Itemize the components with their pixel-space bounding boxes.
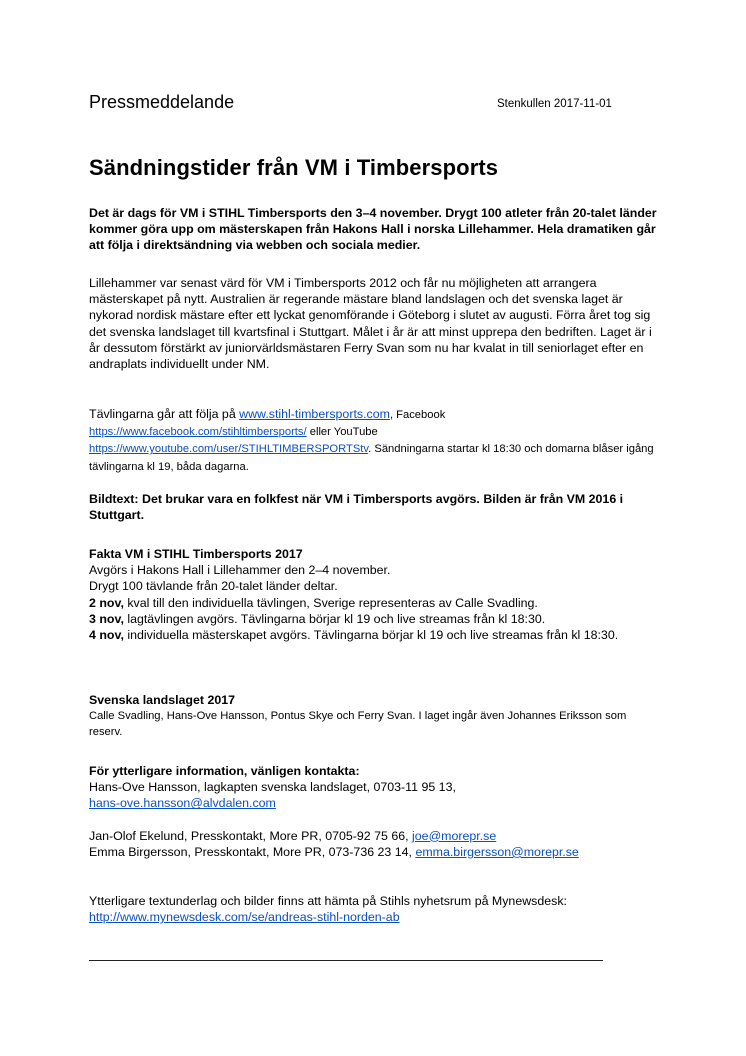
- contact-heading: För ytterligare information, vänligen kontakta:: [89, 764, 360, 778]
- contact-section: [89, 763, 659, 860]
- site-link[interactable]: www.stihl-timbersports.com: [239, 407, 390, 421]
- follow-intro: Tävlingarna går att följa på: [89, 407, 240, 421]
- facts-day-2-text: lagtävlingen avgörs. Tävlingarna börjar kl 19 och live streamas från kl 18:30.: [123, 611, 546, 626]
- mynewsdesk-link[interactable]: http://www.mynewsdesk.com/se/andreas-stihl-norden-ab: [89, 910, 400, 925]
- facts-day-3-text: individuella mästerskapet avgörs. Tävlingarna börjar kl 19 och live streamas från kl 18:30.: [123, 628, 619, 643]
- contact-person-3: [89, 844, 659, 860]
- contact-person-2-text: Jan-Olof Ekelund, Presskontakt, More PR, 0705-92 75 66,: [89, 828, 413, 843]
- more-info-section: [89, 893, 659, 925]
- youtube-link[interactable]: https://www.youtube.com/user/STIHLTIMBERSPORTStv: [89, 443, 369, 456]
- follow-after-facebook: eller YouTube: [306, 426, 378, 439]
- body-paragraph: Lillehammer var senast värd för VM i Timbersports 2012 och får nu möjligheten att arrangera mästerskapet på nytt. Australien är regerande mästare bland landslagen och det svenska laget är nykorad nordisk mästare efter ett lyckat genomförande i Göteborg i slutet av augusti. Förra året tog sig det svenska landslaget till kvartsfinal i Stuttgart. Målet i år är att minst upprepa den bedriften. Laget är i år dessutom förstärkt av juniorvärldsmästaren Ferry Svan som nu har kvalat in till seniorlaget efter en andraplats individuellt under NM.: [89, 276, 652, 372]
- facts-day-3: [89, 627, 659, 643]
- follow-after-youtube: . Sändningarna startar kl 18:30 och domarna blåser igång tävlingarna kl 19, båda dagarna.: [89, 443, 654, 473]
- document-date: Stenkullen 2017-11-01: [497, 98, 612, 110]
- follow-after-site: , Facebook: [389, 409, 446, 421]
- contact-person-2: [89, 828, 659, 844]
- facts-day-1-text: kval till den individuella tävlingen, Sverige representeras av Calle Svadling.: [123, 595, 538, 610]
- document-type: Pressmeddelande: [89, 92, 235, 112]
- page-title: Sändningstider från VM i Timbersports: [89, 155, 499, 180]
- facebook-link[interactable]: https://www.facebook.com/stihltimbersports/: [89, 426, 307, 439]
- facts-line-2: Drygt 100 tävlande från 20-talet länder deltar.: [89, 579, 338, 594]
- facts-day-3-label: 4 nov,: [89, 628, 124, 643]
- team-text: Calle Svadling, Hans-Ove Hansson, Pontus Skye och Ferry Svan. I laget ingår även Johannes Eriksson som reserv.: [89, 710, 627, 739]
- contact-person-3-text: Emma Birgersson, Presskontakt, More PR, 073-736 23 14,: [89, 844, 416, 859]
- contact-person-1-email[interactable]: hans-ove.hansson@alvdalen.com: [89, 796, 276, 811]
- facts-section: [89, 546, 659, 643]
- facts-day-1: [89, 595, 659, 611]
- image-caption: Bildtext: Det brukar vara en folkfest när VM i Timbersports avgörs. Bilden är från VM 2016 i Stuttgart.: [89, 492, 624, 523]
- contact-person-3-email[interactable]: emma.birgersson@morepr.se: [415, 844, 579, 859]
- document-header: [89, 92, 659, 118]
- facts-day-2-label: 3 nov,: [89, 611, 124, 626]
- contact-person-2-email[interactable]: joe@morepr.se: [412, 828, 497, 843]
- team-section: [89, 692, 659, 741]
- lead-paragraph: Det är dags för VM i STIHL Timbersports den 3–4 november. Drygt 100 atleter från 20-talet länder kommer göra upp om mästerskapen från Hakons Hall i norska Lillehammer. Hela dramatiken går att följa i direktsändning via webben och sociala medier.: [89, 206, 657, 253]
- team-heading: Svenska landslaget 2017: [89, 693, 236, 707]
- facts-day-1-label: 2 nov,: [89, 595, 124, 610]
- contact-person-1: Hans-Ove Hansson, lagkapten svenska landslaget, 0703-11 95 13,: [89, 780, 456, 795]
- follow-paragraph: [89, 406, 659, 475]
- facts-line-1: Avgörs i Hakons Hall i Lillehammer den 2–4 november.: [89, 563, 391, 578]
- facts-heading: Fakta VM i STIHL Timbersports 2017: [89, 547, 303, 561]
- more-info-text: Ytterligare textunderlag och bilder finns att hämta på Stihls nyhetsrum på Mynewsdesk:: [89, 894, 567, 908]
- facts-day-2: [89, 611, 659, 627]
- footer-divider: [89, 960, 603, 961]
